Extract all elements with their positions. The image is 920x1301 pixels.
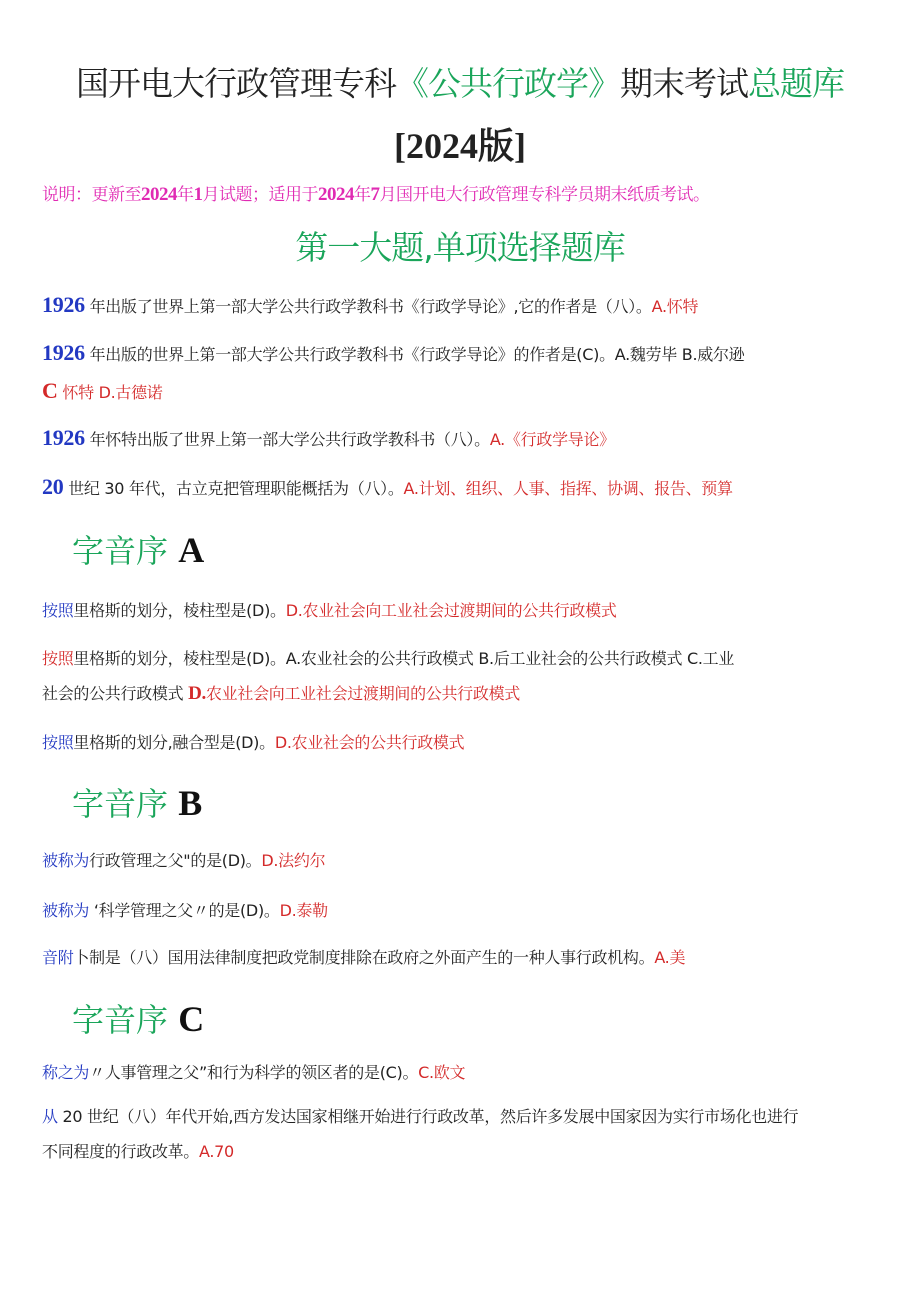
question-item xyxy=(42,945,685,968)
note-month: 1 xyxy=(193,184,203,205)
question-answer: A.70 xyxy=(199,1142,234,1161)
description-note xyxy=(42,180,710,206)
question-item xyxy=(42,474,733,500)
question-key: 称之为 xyxy=(42,1063,90,1082)
title-part-1: 国开电大行政管理专科 xyxy=(76,64,396,103)
question-answer: C.欧文 xyxy=(418,1063,466,1082)
question-item xyxy=(42,378,162,404)
note-text: 说明：更新至 xyxy=(42,185,141,205)
question-item xyxy=(42,730,464,753)
question-lead: 1926 xyxy=(42,425,85,450)
document-title xyxy=(0,58,920,105)
group-heading xyxy=(72,526,204,572)
note-text: 年 xyxy=(177,185,194,205)
question-text: 卜制是（八）国用法律制度把政党制度排除在政府之外面产生的一种人事行政机构。 xyxy=(73,948,655,967)
title-part-2: 《公共行政学》 xyxy=(396,64,620,103)
group-heading-text: 字音序 xyxy=(72,532,169,570)
group-letter: C xyxy=(178,999,205,1039)
title-part-3: 期末考试 xyxy=(620,64,748,103)
question-answer: 农业社会向工业社会过渡期间的公共行政模式 xyxy=(205,684,520,703)
group-letter: A xyxy=(178,530,205,570)
question-item xyxy=(42,646,734,669)
section-title: 第一大题,单项选择题库 xyxy=(295,228,625,267)
question-item xyxy=(42,1060,465,1083)
question-text: 年出版了世界上第一部大学公共行政学教科书《行政学导论》,它的作者是（八）。 xyxy=(89,297,652,316)
question-key: 被称为 xyxy=(42,851,90,870)
question-item xyxy=(42,1139,234,1162)
question-key: 音附 xyxy=(42,948,74,967)
question-lead: C xyxy=(42,378,58,403)
group-heading xyxy=(72,779,202,825)
question-lead: 20 xyxy=(42,474,64,499)
question-item xyxy=(42,425,615,451)
question-text: 〃人事管理之父”和行为科学的领区者的是(C)。 xyxy=(89,1063,419,1082)
group-letter: B xyxy=(178,783,203,823)
group-heading-text: 字音序 xyxy=(72,785,169,823)
question-answer: A.怀特 xyxy=(651,297,699,316)
question-item xyxy=(42,292,698,318)
question-text: 里格斯的划分，棱柱型是(D)。 xyxy=(73,601,286,620)
question-text: 里格斯的划分，棱柱型是(D)。A.农业社会的公共行政模式 B.后工业社会的公共行政模式 C.工业 xyxy=(73,649,735,668)
question-text: ‘科学管理之父〃的是(D)。 xyxy=(89,901,280,920)
question-key: 按照 xyxy=(42,733,74,752)
question-key: 从 xyxy=(42,1107,58,1126)
title-part-4: 总题库 xyxy=(748,64,844,103)
question-text: 世纪 30 年代，古立克把管理职能概括为（八）。 xyxy=(68,479,404,498)
question-answer: D.农业社会向工业社会过渡期间的公共行政模式 xyxy=(285,601,617,620)
question-lead: 1926 xyxy=(42,340,85,365)
edition-label: [2024版] xyxy=(394,126,526,166)
question-text: 里格斯的划分,融合型是(D)。 xyxy=(73,733,275,752)
question-text: 不同程度的行政改革。 xyxy=(42,1142,200,1161)
question-item xyxy=(42,1104,798,1127)
question-answer: D.泰勒 xyxy=(279,901,328,920)
question-item xyxy=(42,598,617,621)
question-key: 按照 xyxy=(42,601,74,620)
note-year: 2024 xyxy=(318,184,354,205)
question-text: 年怀特出版了世界上第一部大学公共行政学教科书（八）。 xyxy=(89,430,490,449)
question-answer: 怀特 D.古德诺 xyxy=(62,383,163,402)
question-text: 20 世纪（八）年代开始,西方发达国家相继开始进行行政改革，然后许多发展中国家因为实行市场化也进行 xyxy=(57,1107,799,1126)
question-key: 被称为 xyxy=(42,901,90,920)
question-answer: D.农业社会的公共行政模式 xyxy=(274,733,465,752)
note-text: 月国开电大行政管理专科学员期末纸质考试。 xyxy=(379,185,710,205)
question-lead: D. xyxy=(188,683,206,704)
question-text: 社会的公共行政模式 xyxy=(42,684,184,703)
question-item xyxy=(42,848,325,871)
note-text: 月试题；适用于 xyxy=(202,185,318,205)
question-item xyxy=(42,681,520,705)
group-heading xyxy=(72,995,204,1041)
group-heading-text: 字音序 xyxy=(72,1001,169,1039)
question-text: 行政管理之父"的是(D)。 xyxy=(89,851,262,870)
question-item xyxy=(42,340,744,366)
question-text: 年出版的世界上第一部大学公共行政学教科书《行政学导论》的作者是(C)。A.魏劳毕 B.威尔逊 xyxy=(89,345,745,364)
question-lead: 1926 xyxy=(42,292,85,317)
question-answer: A.美 xyxy=(654,948,686,967)
note-month: 7 xyxy=(370,184,380,205)
note-text: 年 xyxy=(354,185,371,205)
question-answer: D.法约尔 xyxy=(261,851,326,870)
question-answer: A.《行政学导论》 xyxy=(489,430,615,449)
question-item xyxy=(42,898,328,921)
question-key: 按照 xyxy=(42,649,74,668)
question-answer: A.计划、组织、人事、指挥、协调、报告、预算 xyxy=(403,479,733,498)
note-year: 2024 xyxy=(141,184,177,205)
